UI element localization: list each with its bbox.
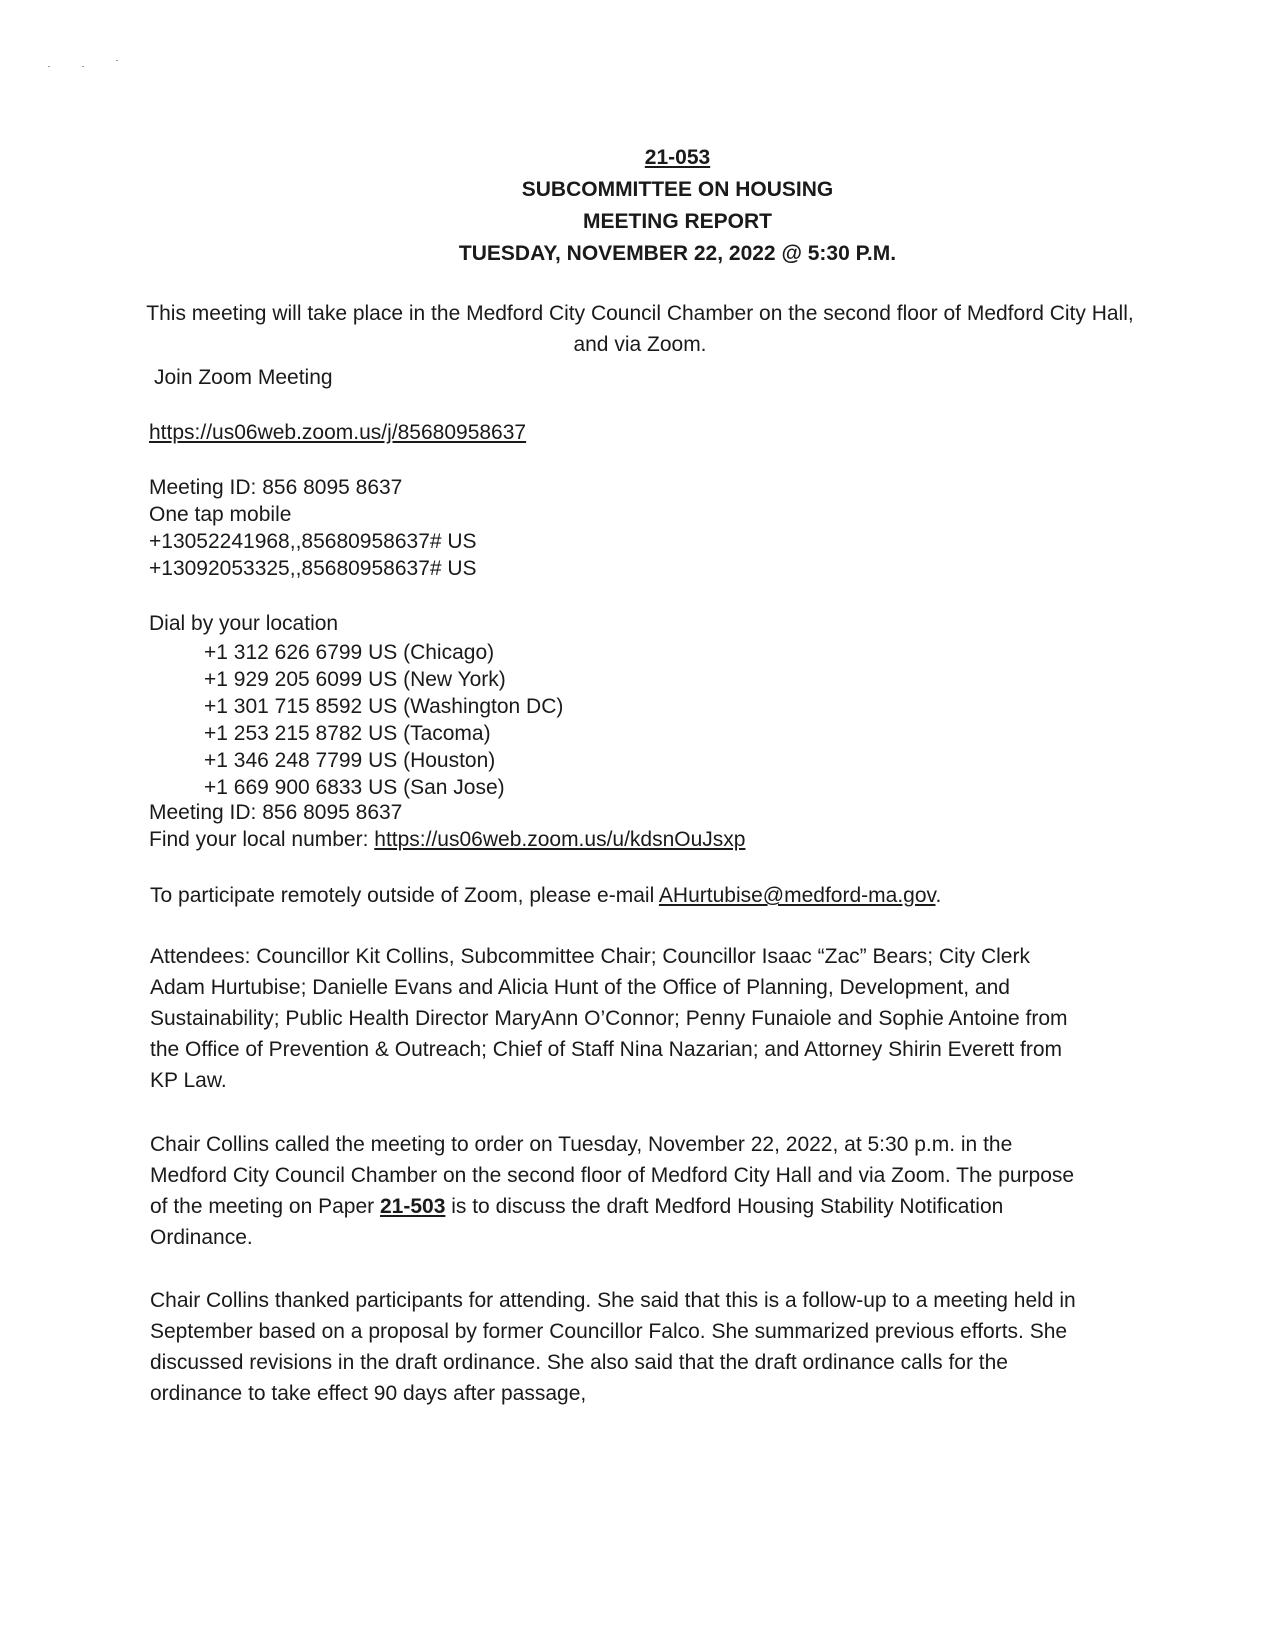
dial-number: +1 346 248 7799 US (Houston) xyxy=(204,749,496,772)
meeting-id: Meeting ID: 856 8095 8637 xyxy=(149,801,403,824)
meeting-id: Meeting ID: 856 8095 8637 xyxy=(149,476,403,499)
attendees-paragraph: Attendees: Councillor Kit Collins, Subcommittee Chair; Councillor Isaac “Zac” Bears; City Clerk Adam Hurtubise; Danielle Evans and Alicia Hunt of the Office of Planning, Development, and Sustainability; Public Health Director MaryAnn O’Connor; Penny Funaiole and Sophie Antoine from the Office of Prevention & Outreach; Chief of Staff Nina Nazarian; and Attorney Shirin Everett from KP Law. xyxy=(150,945,1068,1092)
call-to-order-text-end: is to discuss the draft Medford Housing Stability Notification Ordinance. xyxy=(150,1195,1004,1249)
dial-by-location-label: Dial by your location xyxy=(149,612,339,635)
find-local-number-label: Find your local number: xyxy=(149,828,375,851)
dial-number: +1 301 715 8592 US (Washington DC) xyxy=(204,695,564,718)
scan-speck xyxy=(48,66,50,67)
dial-number: +1 929 205 6099 US (New York) xyxy=(204,668,506,691)
paper-reference: 21-503 xyxy=(380,1195,446,1218)
dial-number: +1 669 900 6833 US (San Jose) xyxy=(204,776,505,799)
zoom-join-link[interactable]: https://us06web.zoom.us/j/85680958637 xyxy=(149,421,527,444)
one-tap-number: +13052241968,,85680958637# US xyxy=(149,530,477,553)
dial-number: +1 253 215 8782 US (Tacoma) xyxy=(204,722,491,745)
committee-title: SUBCOMMITTEE ON HOUSING xyxy=(521,178,834,201)
dial-number-list xyxy=(204,639,563,801)
join-zoom-label: Join Zoom Meeting xyxy=(154,366,333,389)
clerk-email-link[interactable]: AHurtubise@medford-ma.gov xyxy=(658,884,936,907)
call-to-order-text: Chair Collins called the meeting to order on Tuesday, November 22, 2022, at 5:30 p.m. in the Medford City Council Chamber on the second floor of Medford City Hall and via Zoom. The purpose of the meeting on Paper xyxy=(150,1133,1075,1218)
call-to-order-paragraph xyxy=(150,1129,1085,1253)
remote-participation xyxy=(150,884,941,908)
report-title: MEETING REPORT xyxy=(582,210,772,233)
scan-speck xyxy=(82,66,84,67)
dial-number: +1 312 626 6799 US (Chicago) xyxy=(204,641,495,664)
remote-participation-end: . xyxy=(935,884,942,907)
one-tap-label: One tap mobile xyxy=(149,503,292,526)
scan-speck xyxy=(116,60,118,61)
zoom-join-link-row xyxy=(149,421,526,445)
discussion-paragraph: Chair Collins thanked participants for attending. She said that this is a follow-up to a meeting held in September based on a proposal by former Councillor Falco. She summarized previous efforts. She discussed revisions in the draft ordinance. She also said that the draft ordinance calls for the ordinance to take effect 90 days after passage, xyxy=(150,1289,1076,1405)
paper-number: 21-053 xyxy=(644,146,711,169)
one-tap-number: +13092053325,,85680958637# US xyxy=(149,557,477,580)
find-local-number-link[interactable]: https://us06web.zoom.us/u/kdsnOuJsxp xyxy=(374,828,746,851)
find-local-number-row xyxy=(149,828,745,852)
remote-participation-text: To participate remotely outside of Zoom, please e-mail xyxy=(150,884,659,907)
meeting-date: TUESDAY, NOVEMBER 22, 2022 @ 5:30 P.M. xyxy=(458,242,897,265)
meeting-location: This meeting will take place in the Medford City Council Chamber on the second floor of Medford City Hall, and via Zoom. xyxy=(146,302,1134,356)
